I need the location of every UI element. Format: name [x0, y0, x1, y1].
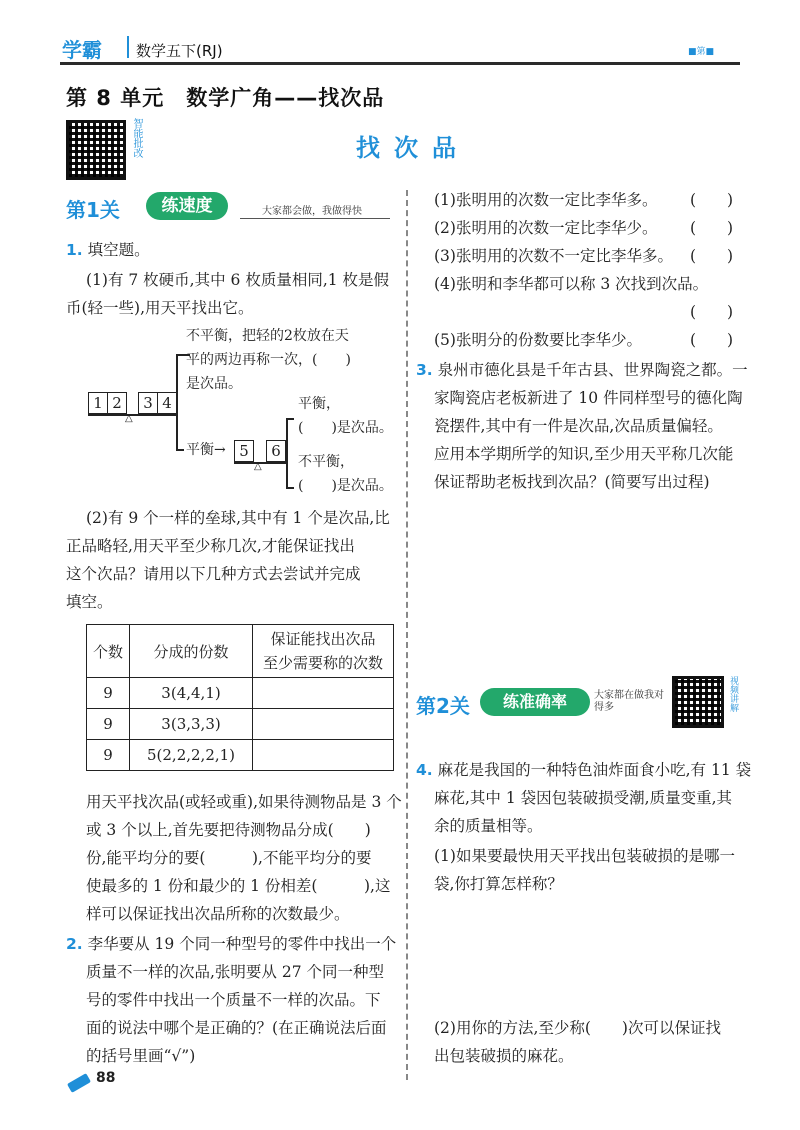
table-cell: 3(4,4,1)	[130, 678, 253, 709]
page-number: 88	[96, 1070, 116, 1086]
table-cell: 9	[87, 678, 130, 709]
level1-badge: 练速度	[146, 192, 228, 220]
q2-number: 2.	[66, 935, 83, 953]
table-cell: 9	[87, 740, 130, 771]
q4-line2: 麻花,其中 1 袋因包装破损受潮,质量变重,其	[434, 789, 732, 807]
table-header-cell	[253, 625, 394, 678]
header-rule	[60, 62, 740, 65]
q2-option-3: (3)张明用的次数不一定比李华多。	[434, 247, 673, 265]
table-cell: 9	[87, 709, 130, 740]
lesson-title: 找次品	[356, 134, 470, 162]
table-header-line: 保证能找出次品	[270, 630, 376, 648]
q3-line3: 瓷摆件,其中有一件是次品,次品质量偏轻。	[434, 417, 723, 435]
brand-logo: 学霸	[62, 38, 102, 62]
level2-badge: 练准确率	[480, 688, 590, 716]
q3-line1-text: 泉州市德化县是千年古县、世界陶瓷之都。一	[437, 361, 748, 379]
page-tag: ■第■	[688, 47, 715, 57]
unbalanced-line1: 不平衡，把轻的2枚放在天	[186, 328, 349, 344]
branch-lower	[176, 449, 184, 451]
video-qr-code-icon[interactable]	[672, 676, 724, 728]
balanced2-line1: 平衡，	[298, 396, 340, 412]
branch2-lower	[286, 487, 294, 489]
q1-part2-line3: 这个次品？请用以下几种方式去尝试并完成	[66, 565, 361, 583]
q4-line1-text: 麻花是我国的一种特色油炸面食小吃,有 11 袋	[437, 761, 752, 779]
q3-line2: 家陶瓷店老板新进了 10 件同样型号的德化陶	[434, 389, 743, 407]
q2-line2: 质量不一样的次品,张明要从 27 个同一种型	[86, 963, 385, 981]
table-header-line: 至少需要称的次数	[263, 654, 384, 672]
branch2-vertical	[286, 418, 288, 488]
q1-part2-line2: 正品略轻,用天平至少称几次,才能保证找出	[66, 537, 355, 555]
balance-fulcrum-icon: △	[125, 413, 133, 424]
branch2-upper	[286, 418, 294, 420]
q2-line3: 号的零件中找出一个质量不一样的次品。下	[86, 991, 381, 1009]
pan-right-coin-4: 4	[157, 392, 177, 414]
q4-sub2-line1: (2)用你的方法,至少称( )次可以保证找	[434, 1019, 721, 1037]
answer-table	[86, 624, 394, 771]
q2-line4: 面的说法中哪个是正确的？(在正确说法后面	[86, 1019, 387, 1037]
table-header-cell: 分成的份数	[130, 625, 253, 678]
book-subject: 数学五下(RJ)	[136, 42, 223, 60]
q2-option-4-answer[interactable]: ( )	[690, 303, 734, 321]
brand-separator	[127, 36, 129, 58]
q2-option-1: (1)张明用的次数一定比李华多。	[434, 191, 658, 209]
q2-line1	[66, 934, 396, 954]
unbalanced-line2: 平的两边再称一次，( )	[186, 352, 351, 368]
column-divider	[406, 190, 408, 1080]
q3-number: 3.	[416, 361, 433, 379]
q2-option-4: (4)张明和李华都可以称 3 次找到次品。	[434, 275, 709, 293]
q3-line1	[416, 360, 748, 380]
q1-summary-line4: 使最多的 1 份和最少的 1 份相差( ),这	[86, 877, 391, 895]
q1-summary-line3: 份,能平均分的要( ),不能平均分的要	[86, 849, 372, 867]
q2-option-2: (2)张明用的次数一定比李华少。	[434, 219, 658, 237]
level1-number: 第1关	[66, 198, 120, 222]
unbalanced2-line1: 不平衡，	[298, 454, 354, 470]
qr-label-grading: 智能批改	[131, 118, 142, 158]
balanced-text: 平衡	[186, 442, 214, 458]
balanced2-line2: ( )是次品。	[298, 420, 393, 436]
level2-slogan: 大家都在做我对得多	[594, 690, 664, 713]
q1-part1-line2: 币(轻一些),用天平找出它。	[66, 299, 254, 317]
q1-part2-line1: (2)有 9 个一样的垒球,其中有 1 个是次品,比	[86, 509, 390, 527]
q4-sub1-line1: (1)如果要最快用天平找出包装破损的是哪一	[434, 847, 735, 865]
q1-heading	[66, 240, 150, 260]
unbalanced2-line2: ( )是次品。	[298, 478, 393, 494]
branch-vertical	[176, 354, 178, 450]
q2-option-2-answer[interactable]: ( )	[690, 219, 734, 237]
table-answer-cell[interactable]	[253, 740, 394, 771]
q1-summary-line1: 用天平找次品(或轻或重),如果待测物品是 3 个	[86, 793, 402, 811]
q2-line5: 的括号里画“√”)	[86, 1047, 196, 1065]
level1-slogan: 大家都会做，我做得快	[262, 206, 362, 217]
q2-option-3-answer[interactable]: ( )	[690, 247, 734, 265]
pencil-icon	[67, 1073, 91, 1093]
pan-left-coin-5: 5	[234, 440, 254, 462]
pan-right-coin-3: 3	[138, 392, 158, 414]
q1-number: 1.	[66, 241, 83, 259]
q1-part1-line1: (1)有 7 枚硬币,其中 6 枚质量相同,1 枚是假	[86, 271, 390, 289]
q3-line5: 保证帮助老板找到次品？(简要写出过程)	[434, 473, 710, 491]
table-answer-cell[interactable]	[253, 709, 394, 740]
q4-number: 4.	[416, 761, 433, 779]
qr-label-video: 视频讲解	[728, 676, 738, 712]
table-header-row	[87, 625, 394, 678]
qr-code-icon[interactable]	[66, 120, 126, 180]
table-row	[87, 740, 394, 771]
level2-number: 第2关	[416, 694, 470, 718]
q2-line1-text: 李华要从 19 个同一种型号的零件中找出一个	[87, 935, 397, 953]
q4-line3: 余的质量相等。	[434, 817, 543, 835]
q2-option-1-answer[interactable]: ( )	[690, 191, 734, 209]
q3-line4: 应用本学期所学的知识,至少用天平称几次能	[434, 445, 734, 463]
q1-summary-line5: 样可以保证找出次品所称的次数最少。	[86, 905, 350, 923]
q1-summary-line2: 或 3 个以上,首先要把待测物品分成( )	[86, 821, 371, 839]
pan-left-coin-1: 1	[88, 392, 108, 414]
unbalanced-line3: 是次品。	[186, 376, 242, 392]
table-cell: 3(3,3,3)	[130, 709, 253, 740]
q4-sub2-line2: 出包装破损的麻花。	[434, 1047, 574, 1065]
balance-fulcrum-icon-2: △	[254, 461, 262, 472]
q2-option-5-answer[interactable]: ( )	[690, 331, 734, 349]
balanced-label: 平衡→	[186, 442, 226, 458]
q4-sub1-line2: 袋,你打算怎样称？	[434, 875, 563, 893]
pan-left-coin-2: 2	[107, 392, 127, 414]
table-header-cell: 个数	[87, 625, 130, 678]
q2-option-5: (5)张明分的份数要比李华少。	[434, 331, 642, 349]
q1-title: 填空题。	[87, 241, 150, 259]
level1-underline	[240, 218, 390, 219]
table-cell: 5(2,2,2,2,1)	[130, 740, 253, 771]
q4-line1	[416, 760, 751, 780]
table-row	[87, 709, 394, 740]
unit-title: 第 8 单元 数学广角——找次品	[66, 86, 385, 110]
table-answer-cell[interactable]	[253, 678, 394, 709]
table-row	[87, 678, 394, 709]
pan-right-coin-6: 6	[266, 440, 286, 462]
q1-part2-line4: 填空。	[66, 593, 113, 611]
